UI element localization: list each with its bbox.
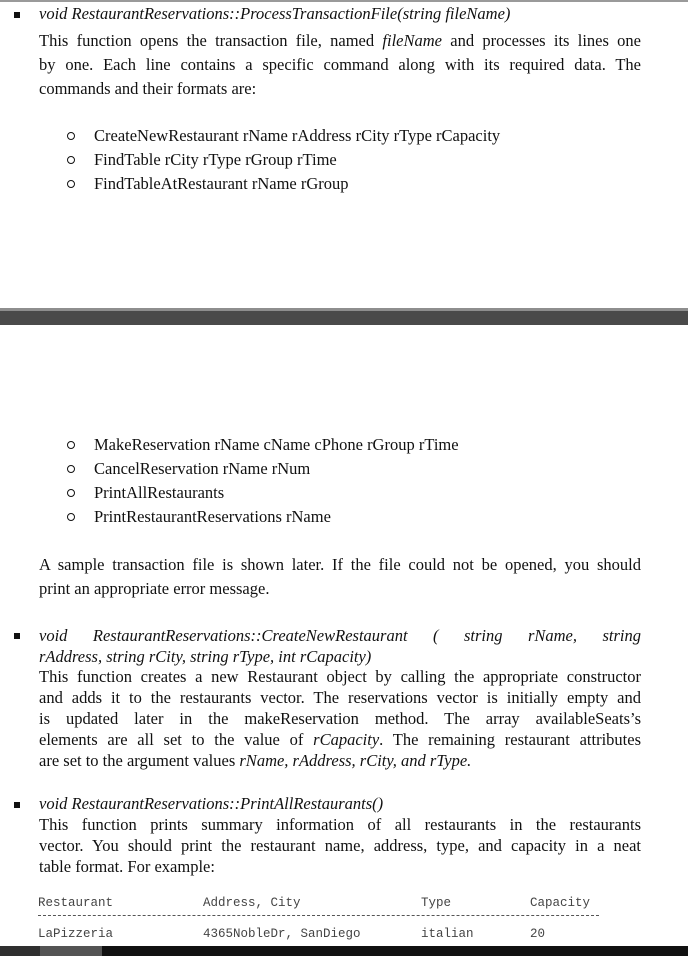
signature-print-all-restaurants: void RestaurantReservations::PrintAllRestaurants() bbox=[39, 794, 384, 813]
bullet-square-icon bbox=[14, 12, 20, 18]
table-cell-capacity: 20 bbox=[530, 927, 546, 941]
command-print-all-restaurants: PrintAllRestaurants bbox=[94, 483, 225, 502]
paragraph-line: commands and their formats are: bbox=[39, 79, 257, 98]
command-find-table-at-restaurant: FindTableAtRestaurant rName rGroup bbox=[94, 174, 349, 193]
command-print-restaurant-reservations: PrintRestaurantReservations rName bbox=[94, 507, 331, 526]
paragraph-line: is updated later in the makeReservation method. The array availableSeats’s bbox=[39, 709, 641, 728]
signature-create-new-restaurant-cont: rAddress, string rCity, string rType, int rCapacity) bbox=[39, 647, 372, 666]
bottom-bar bbox=[0, 946, 688, 956]
signature-process-transaction-file: void RestaurantReservations::ProcessTransactionFile(string fileName) bbox=[39, 4, 511, 23]
paragraph-line: are set to the argument values rName, rAddress, rCity, and rType. bbox=[39, 751, 472, 770]
paragraph-line: by one. Each line contains a specific command along with its required data. The bbox=[39, 55, 641, 74]
circle-bullet-icon bbox=[67, 489, 75, 497]
circle-bullet-icon bbox=[67, 465, 75, 473]
table-divider bbox=[38, 915, 599, 916]
table-header-restaurant: Restaurant bbox=[38, 896, 114, 910]
paragraph-line: and adds it to the restaurants vector. The reservations vector is initially empty and bbox=[39, 688, 641, 707]
circle-bullet-icon bbox=[67, 180, 75, 188]
table-header-capacity: Capacity bbox=[530, 896, 591, 910]
bottom-bar-segment bbox=[0, 946, 40, 956]
table-cell-restaurant: LaPizzeria bbox=[38, 927, 114, 941]
command-find-table: FindTable rCity rType rGroup rTime bbox=[94, 150, 337, 169]
circle-bullet-icon bbox=[67, 132, 75, 140]
circle-bullet-icon bbox=[67, 156, 75, 164]
bullet-square-icon bbox=[14, 633, 20, 639]
paragraph-line: This function creates a new Restaurant object by calling the appropriate constructor bbox=[39, 667, 641, 686]
paragraph-line: This function prints summary information of all restaurants in the restaurants bbox=[39, 815, 641, 834]
table-cell-type: italian bbox=[421, 927, 474, 941]
paragraph-line: vector. You should print the restaurant name, address, type, and capacity in a neat bbox=[39, 836, 641, 855]
paragraph-line: table format. For example: bbox=[39, 857, 215, 876]
table-cell-address: 4365NobleDr, SanDiego bbox=[203, 927, 361, 941]
command-make-reservation: MakeReservation rName cName cPhone rGroup rTime bbox=[94, 435, 459, 454]
signature-create-new-restaurant: void RestaurantReservations::CreateNewRestaurant ( string rName, string bbox=[39, 626, 641, 645]
page-top-edge bbox=[0, 0, 688, 2]
bullet-square-icon bbox=[14, 802, 20, 808]
circle-bullet-icon bbox=[67, 441, 75, 449]
paragraph-line: print an appropriate error message. bbox=[39, 579, 270, 598]
bottom-bar-segment bbox=[40, 946, 102, 956]
table-header-address: Address, City bbox=[203, 896, 301, 910]
command-cancel-reservation: CancelReservation rName rNum bbox=[94, 459, 311, 478]
paragraph-line: elements are all set to the value of rCapacity. The remaining restaurant attributes bbox=[39, 730, 642, 749]
circle-bullet-icon bbox=[67, 513, 75, 521]
paragraph-line: This function opens the transaction file, named fileName and processes its lines one bbox=[39, 31, 641, 50]
command-create-new-restaurant: CreateNewRestaurant rName rAddress rCity rType rCapacity bbox=[94, 126, 501, 145]
table-header-type: Type bbox=[421, 896, 452, 910]
page-break-bar bbox=[0, 311, 688, 325]
paragraph-line: A sample transaction file is shown later. If the file could not be opened, you should bbox=[39, 555, 641, 574]
